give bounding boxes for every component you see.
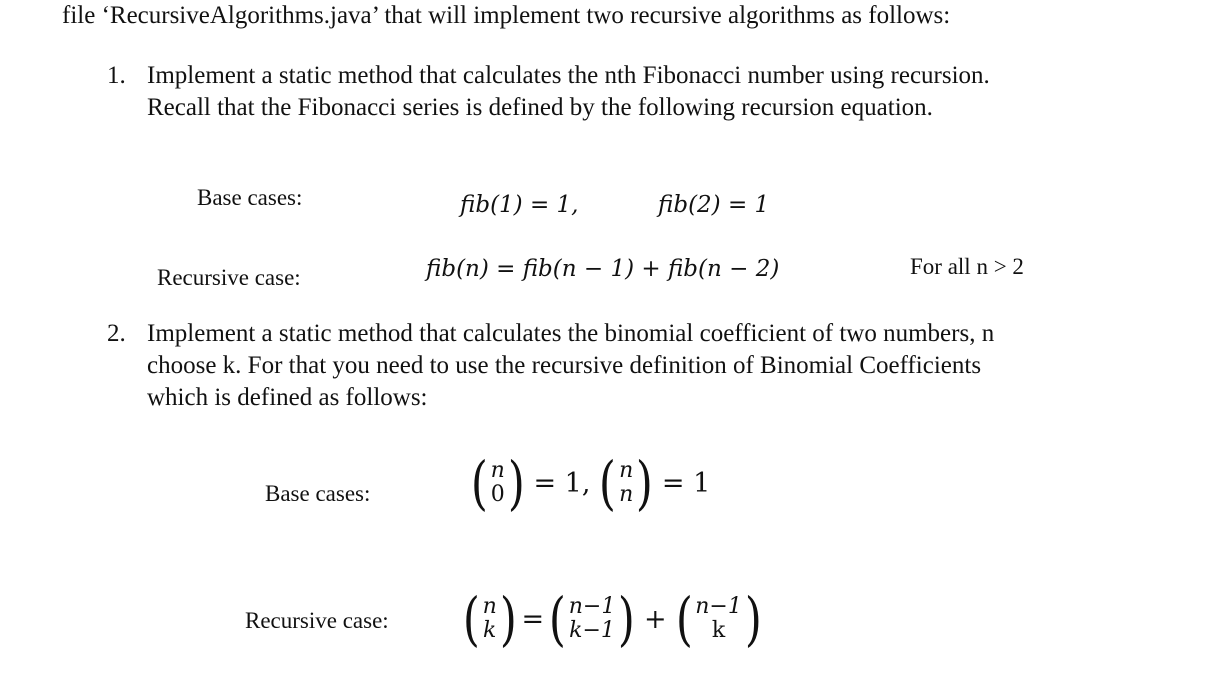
intro-line: file ‘RecursiveAlgorithms.java’ that will implement two recursive algorithms as follows: bbox=[62, 2, 951, 29]
binom-n-1-k: ( n−1 k ) bbox=[675, 585, 762, 653]
fib-condition: For all n > 2 bbox=[910, 254, 1024, 279]
binom-n-1-k-1: ( n−1 k−1 ) bbox=[548, 585, 636, 653]
item-1-line-2: Recall that the Fibonacci series is defined by the following recursion equation. bbox=[147, 94, 933, 121]
binom-n-k: ( n k ) bbox=[462, 585, 517, 653]
binom-base-cases-label: Base cases: bbox=[265, 481, 371, 506]
fib-base-eq-1: fib(1) = 1, bbox=[460, 192, 579, 218]
fib-recursive-case-label: Recursive case: bbox=[157, 265, 301, 290]
item-2-line-3: which is defined as follows: bbox=[147, 384, 428, 411]
item-1-number: 1. bbox=[107, 62, 126, 89]
binom-recursive-eq: ( n k ) = ( n−1 k−1 ) + ( n−1 k ) bbox=[460, 590, 764, 648]
binom-n-n: ( n n ) bbox=[599, 449, 654, 517]
item-2-number: 2. bbox=[107, 320, 126, 347]
item-2-line-1: Implement a static method that calculates the binomial coefficient of two numbers, n bbox=[147, 320, 995, 347]
item-2-line-2: choose k. For that you need to use the recursive definition of Binomial Coefficients bbox=[147, 352, 982, 379]
fib-base-eq-2: fib(2) = 1 bbox=[658, 192, 770, 218]
binom-base-eq: ( n 0 ) = 1, ( n n ) = 1 bbox=[468, 454, 716, 512]
binom-n-0: ( n 0 ) bbox=[470, 449, 525, 517]
binom-recursive-case-label: Recursive case: bbox=[245, 608, 389, 633]
fib-base-cases-label: Base cases: bbox=[197, 185, 303, 210]
item-1-line-1: Implement a static method that calculates the nth Fibonacci number using recursion. bbox=[147, 62, 990, 89]
fib-recursive-eq: fib(n) = fib(n − 1) + fib(n − 2) bbox=[426, 256, 780, 282]
